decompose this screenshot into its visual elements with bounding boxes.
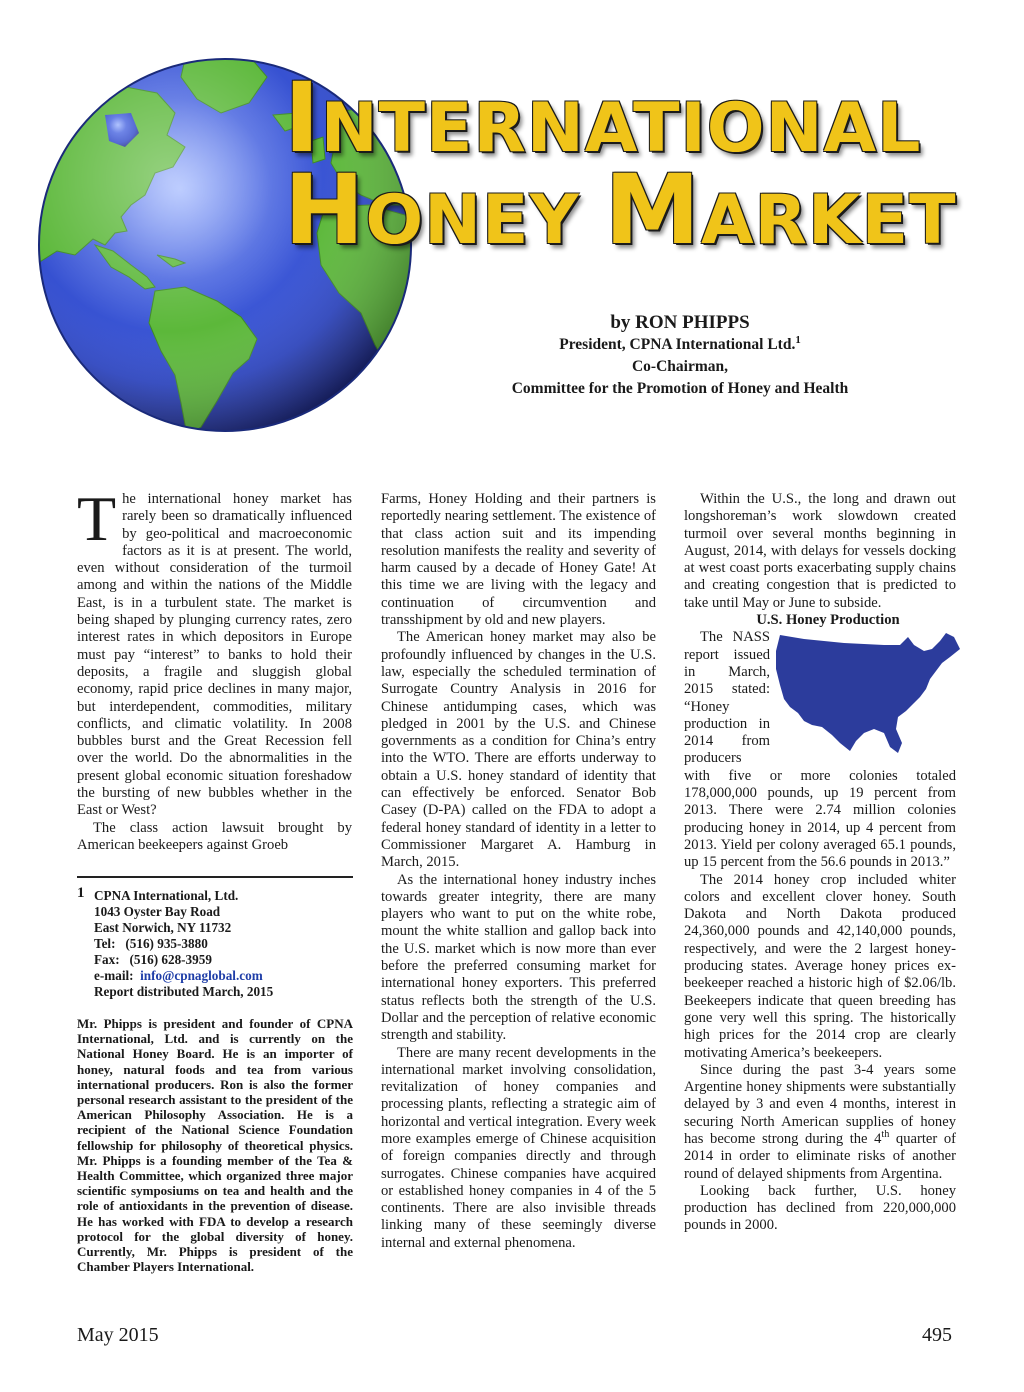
- footnote-number: 1: [77, 885, 85, 901]
- ordinal-suffix: th: [881, 1129, 890, 1141]
- footnote-city: East Norwich, NY 11732: [94, 920, 232, 935]
- paragraph: The 2014 honey crop included whiter colors and excellent clover honey. South Dakota and North Dakota produced 24,360,000 pounds and 42,140,000 pounds, respectively, and were the 2 largest honey-producing states. Average honey prices ex-beekeeper reached a historic high of $2.06/lb. Beekeepers indicate that queen breeding has gone very well this spring. The historically high prices for the 2014 crop are clearly motivating America’s beekeepers.: [684, 871, 956, 1061]
- issue-date: May 2015: [77, 1324, 159, 1346]
- footnote-tel: Tel: (516) 935-3880: [94, 936, 208, 951]
- article-column-2: [381, 491, 656, 1252]
- paragraph: There are many recent developments in the international market involving consolidation, revitalization of honey companies and processing plants, reflecting a strategic aim of horizontal and vertical integration. Every week more examples emerge of Chinese acquisition of foreign companies directly and through surrogates. Chinese companies have acquired or established honey companies in 4 of the 5 continents. There are also invisible threads linking many of these seemingly diverse internal and external phenomena.: [381, 1044, 656, 1251]
- footnote-fax: Fax: (516) 628-3959: [94, 952, 212, 967]
- author-cochair: Co-Chairman,: [631, 358, 728, 375]
- paragraph: [77, 483, 352, 820]
- author-name: by RON PHIPPS: [610, 312, 750, 333]
- footnote-company: CPNA International, Ltd.: [94, 888, 239, 903]
- title-word-international: NTERNATIONAL: [320, 89, 922, 168]
- paragraph: [684, 1062, 956, 1183]
- author-title-text: President, CPNA International Ltd.: [559, 336, 796, 353]
- footnote-street: 1043 Oyster Bay Road: [94, 904, 221, 919]
- title-initial-h: H: [284, 154, 366, 266]
- author-title: [380, 334, 980, 356]
- title-word-honey: ONEY: [365, 181, 580, 260]
- footnote-distributed: Report distributed March, 2015: [94, 984, 274, 999]
- footnote-divider: [77, 876, 353, 878]
- paragraph-text: Since during the past 3-4 years some Argentine honey shipments were substantially delayed by 3 and even 4 months, interest in securing North American supplies of honey has become strong during the 4: [684, 1061, 956, 1147]
- email-label: e-mail:: [94, 968, 134, 983]
- byline: [380, 312, 980, 400]
- paragraph: Farms, Honey Holding and their partners is reportedly nearing settlement. The existence of that class action suit and its impending resolution manifests the reality and severity of harm caused by a decade of Honey Gate! At this time we are living with the legacy and continuation of circumvention and transshipment by old and new players.: [381, 491, 656, 629]
- paragraph-text: he international honey market has rarely been so dramatically influenced by geo-political and macroeconomic factors as it is at present. The world, even without consideration of the turmoil among and within the nations of the Middle East, is in a turbulent state. The market is being shaped by plunging currency rates, zero interest rates in which depositors in Europe must pay “interest” to banks to hold their deposits, a fragile and sluggish global economy, rapid price declines in many major, but interdependent, commodities, military conflicts, and climatic volatility. In 2008 bubbles burst and the Great Recession fell over the world. Do the abnormalities in the present global economic situation foreshadow the bursting of new bubbles whether in the East or West?: [77, 491, 352, 819]
- title-line-2: [284, 154, 957, 266]
- title-word-market: ARKET: [700, 181, 957, 260]
- footnote-email-line: [94, 968, 353, 984]
- article-column-3: [684, 491, 956, 1235]
- footnote-mark: 1: [795, 333, 801, 346]
- author-committee: Committee for the Promotion of Honey and Health: [511, 380, 849, 397]
- title-initial-m: M: [604, 154, 701, 266]
- email-link[interactable]: info@cpnaglobal.com: [140, 968, 263, 983]
- drop-cap: T: [77, 483, 117, 554]
- footnote: [77, 885, 353, 1000]
- section-heading: U.S. Honey Production: [756, 612, 900, 629]
- paragraph: The NASS report issued in March, 2015 stated: “Honey production in 2014 from producers with five or more colonies totaled 178,000,000 pounds, up 19 percent from 2013. There were 2.74 million colonies producing honey in 2014, up 4 percent from 2013. Yield per colony averaged 65.1 pounds, up 15 percent from the 56.6 pounds in 2013.”: [684, 629, 956, 871]
- paragraph: Within the U.S., the long and drawn out longshoreman’s work slowdown created turmoil over several months beginning in August, 2014, with delays for vessels docking at west coast ports exacerbating supply chains and creating congestion that is predicted to take until May or June to subside.: [684, 491, 956, 611]
- author-bio: Mr. Phipps is president and founder of CPNA International, Ltd. and is currently on the National Honey Board. He is an importer of honey, natural foods and tea from various international producers. Ron is also the former personal research assistant to the president of the American Philosophy Association. He is a recipient of the National Science Foundation fellowship for philosophy of theoretical physics. Mr. Phipps is a founding member of the Tea & Health Committee, which organized three major scientific symposiums on tea and health and the role of antioxidants in the prevention of disease. He has worked with FDA to develop a research protocol for the global diversity of honey. Currently, Mr. Phipps is president of the Chamber Players International.: [77, 1016, 353, 1275]
- paragraph: The American honey market may also be profoundly influenced by changes in the U.S. law, especially the scheduled termination of Surrogate Country Analysis in 2016 for Chinese antidumping cases, which was pledged in 2001 by the U.S. and Chinese governments as a condition for China’s entry into the WTO. There are efforts underway to obtain a U.S. honey standard of identity that can effectively be enforced. Senator Bob Casey (D-PA) called on the FDA to adopt a federal honey standard of identity in a letter to Commissioner Margaret A. Hamburg in March, 2015.: [381, 629, 656, 871]
- article-column-1: [77, 483, 352, 854]
- paragraph: As the international honey industry inches towards greater integrity, there are many players who want to put on the white robe, mount the white stallion and gallop back into the U.S. market which is now more than ever before the preferred consuming market for international honey exporters. This preferred status reflects both the strength of the U.S. Dollar and the perception of relative economic strength and stability.: [381, 871, 656, 1044]
- us-map-icon: [774, 629, 962, 757]
- paragraph-text: quarter of 2014 in order to eliminate risks of another round of delayed shipments from Argentina.: [684, 1130, 956, 1182]
- paragraph: The class action lawsuit brought by American beekeepers against Groeb: [77, 819, 352, 853]
- title-initial-i: I: [284, 62, 321, 174]
- page-number: 495: [922, 1324, 952, 1346]
- paragraph: Looking back further, U.S. honey production has declined from 220,000,000 pounds in 2000.: [684, 1182, 956, 1234]
